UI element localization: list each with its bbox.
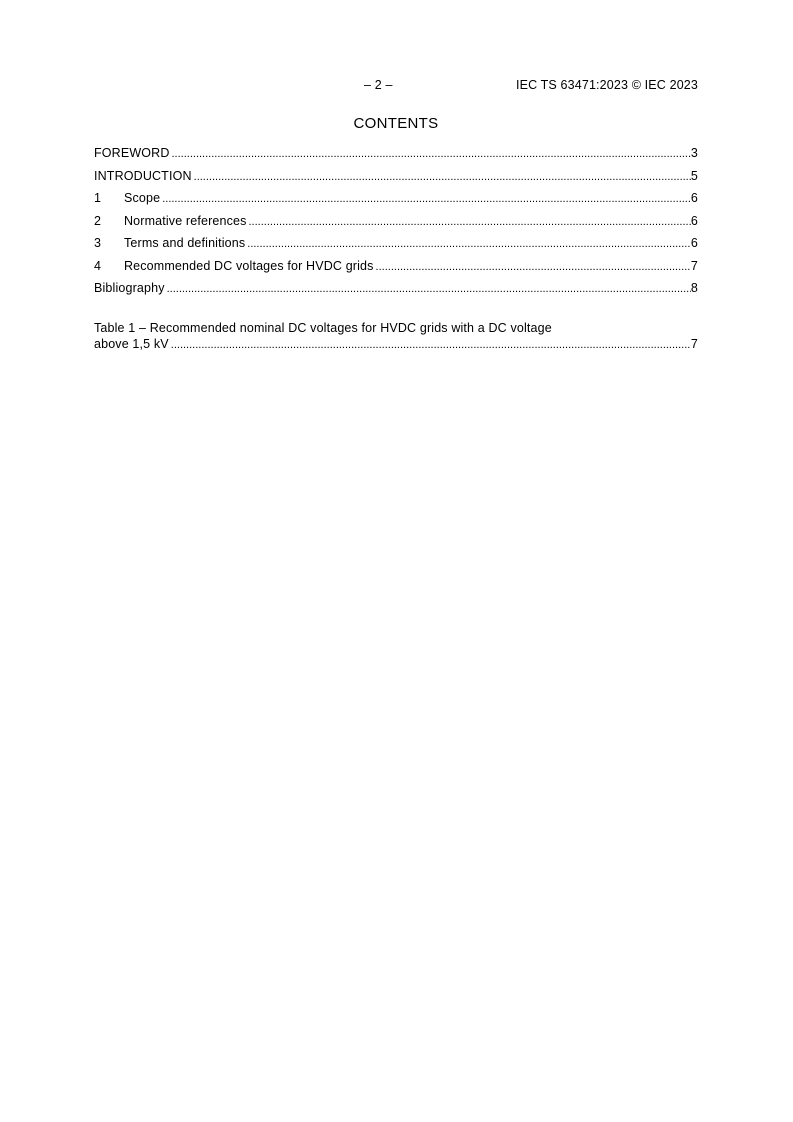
toc-entry-title: Terms and definitions [124,236,246,250]
toc-entry-page: 7 [690,258,698,273]
dot-leader [192,169,691,185]
contents-heading: CONTENTS [353,115,439,132]
page-number: – 2 – [364,78,393,92]
dot-leader [247,214,691,230]
dot-leader [170,146,691,162]
toc-entry-page: 5 [690,168,698,183]
toc-entry-title: Recommended DC voltages for HVDC grids [124,258,374,273]
document-reference: IEC TS 63471:2023 © IEC 2023 [515,78,698,92]
table-of-contents [94,145,698,303]
dot-leader [165,281,691,297]
toc-entry-title: Bibliography [94,281,165,295]
toc-entry-normative-references[interactable] [94,213,698,236]
toc-entry-page: 3 [690,146,698,160]
toc-entry-title: FOREWORD [94,146,170,160]
dot-leader [245,236,691,252]
toc-entry-title: INTRODUCTION [94,168,192,183]
toc-entry-bibliography[interactable] [94,280,698,303]
table-entry-page: 7 [690,337,698,351]
toc-entry-page: 8 [690,281,698,295]
toc-entry-scope[interactable] [94,190,698,213]
list-of-tables [94,320,698,353]
toc-entry-number: 1 [94,191,102,205]
dot-leader [169,337,691,353]
toc-entry-page: 6 [690,191,698,205]
page-header [94,77,698,93]
table-entry-title: Table 1 – Recommended nominal DC voltages for HVDC grids with a DC voltage [94,321,552,335]
dot-leader [160,191,691,207]
toc-entry-title: Scope [124,191,161,205]
toc-entry-number: 2 [94,213,102,228]
table-entry-title-continued: above 1,5 kV [94,337,169,351]
toc-entry-introduction[interactable] [94,168,698,191]
table-entry-continuation [94,336,698,353]
toc-entry-terms-and-definitions[interactable] [94,235,698,258]
dot-leader [374,259,691,275]
toc-entry-number: 3 [94,236,102,250]
toc-entry-title: Normative references [124,213,247,228]
toc-entry-page: 6 [690,236,698,250]
toc-entry-number: 4 [94,258,102,273]
toc-entry-page: 6 [690,213,698,228]
toc-entry-recommended-dc-voltages[interactable] [94,258,698,281]
table-entry-1[interactable] [94,320,698,353]
toc-entry-foreword[interactable] [94,145,698,168]
